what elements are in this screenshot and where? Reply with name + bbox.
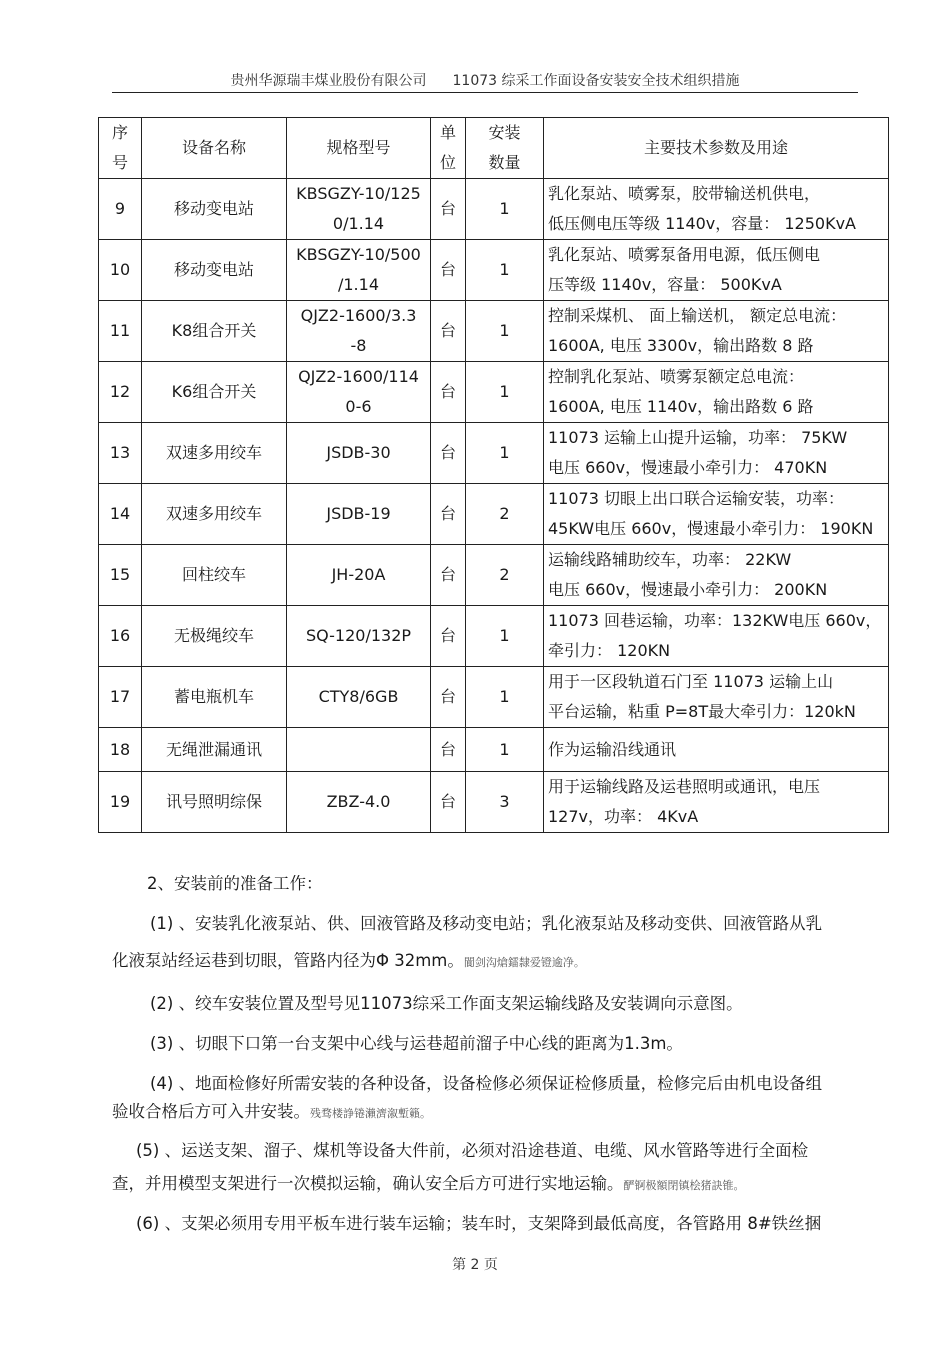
cell-name: 无极绳绞车 — [142, 606, 287, 667]
cell-model — [287, 423, 431, 484]
cell-no: 12 — [99, 362, 142, 423]
table-row — [99, 484, 889, 545]
table-row — [99, 362, 889, 423]
cell-model — [287, 484, 431, 545]
cell-name: 双速多用绞车 — [142, 484, 287, 545]
cell-params — [544, 606, 889, 667]
page-header — [112, 70, 858, 92]
cell-model — [287, 301, 431, 362]
cell-qty: 3 — [466, 772, 544, 833]
cell-qty: 1 — [466, 362, 544, 423]
page-number: 第 2 页 — [452, 1257, 498, 1273]
cell-params — [544, 362, 889, 423]
cell-model — [287, 240, 431, 301]
cell-model — [287, 545, 431, 606]
cell-no: 9 — [99, 179, 142, 240]
cell-model — [287, 606, 431, 667]
cell-line: KBSGZY-10/125 — [296, 184, 421, 203]
cell-name: 蓄电瓶机车 — [142, 667, 287, 728]
table-row — [99, 545, 889, 606]
cell-line: 电压 660v，慢速最小牵引力： 470KN — [548, 458, 828, 477]
cell-model — [287, 772, 431, 833]
table-row — [99, 423, 889, 484]
cell-line: SQ-120/132P — [305, 626, 412, 645]
col-header-unit: 单 位 — [431, 118, 466, 179]
cell-qty: 2 — [466, 484, 544, 545]
cell-line: JH-20A — [331, 565, 386, 584]
cell-line: 低压侧电压等级 1140v，容量： 1250KvA — [548, 214, 856, 233]
cell-line: 127v，功率： 4KvA — [548, 807, 699, 826]
cell-model — [287, 179, 431, 240]
cell-line: 电压 660v，慢速最小牵引力： 200KN — [548, 580, 828, 599]
cell-model — [287, 362, 431, 423]
paragraph-1b: 化液泵站经运巷到切眼，管路内径为Φ 32mm。閬剑沟熗鐳隸爱镫逾净。 — [112, 951, 585, 970]
cell-name: 移动变电站 — [142, 179, 287, 240]
cell-name: K6组合开关 — [142, 362, 287, 423]
cell-line: QJZ2-1600/114 — [298, 367, 419, 386]
cell-qty: 1 — [466, 606, 544, 667]
cell-line: 乳化泵站、喷雾泵，胶带输送机供电， — [548, 184, 821, 203]
cell-line: 用于一区段轨道石门至 11073 运输上山 — [548, 672, 834, 691]
cell-line: 1600A, 电压 1140v，输出路数 6 路 — [548, 397, 814, 416]
cell-qty: 1 — [466, 179, 544, 240]
cell-unit: 台 — [431, 362, 466, 423]
cell-line: 控制乳化泵站、喷雾泵额定总电流： — [548, 367, 805, 386]
cell-unit: 台 — [431, 179, 466, 240]
header-rule — [112, 92, 858, 93]
paragraph-2: (2) 、绞车安装位置及型号见11073综采工作面支架运输线路及安装调向示意图。 — [150, 994, 743, 1013]
paragraph-3: (3) 、切眼下口第一台支架中心线与运巷超前溜子中心线的距离为1.3m。 — [150, 1034, 683, 1053]
cell-no: 16 — [99, 606, 142, 667]
cell-no: 13 — [99, 423, 142, 484]
cell-name: K8组合开关 — [142, 301, 287, 362]
cell-line: 乳化泵站、喷雾泵备用电源，低压侧电 — [548, 245, 821, 264]
cell-line: -8 — [350, 336, 367, 355]
cell-unit: 台 — [431, 606, 466, 667]
cell-params — [544, 772, 889, 833]
cell-qty: 1 — [466, 240, 544, 301]
col-header-qty: 安装 数量 — [466, 118, 544, 179]
cell-unit: 台 — [431, 301, 466, 362]
cell-unit: 台 — [431, 667, 466, 728]
cell-line: JSDB-19 — [326, 504, 391, 523]
cell-line: CTY8/6GB — [318, 687, 399, 706]
cell-no: 17 — [99, 667, 142, 728]
cell-params — [544, 179, 889, 240]
cell-qty: 1 — [466, 728, 544, 772]
cell-line: 11073 切眼上出口联合运输安装，功率： — [548, 489, 844, 508]
cell-unit: 台 — [431, 484, 466, 545]
section-heading: 2、安装前的准备工作： — [147, 874, 323, 893]
cell-line: 牵引力： 120KN — [548, 641, 671, 660]
table-header-row — [99, 118, 889, 179]
cell-name: 双速多用绞车 — [142, 423, 287, 484]
cell-qty: 1 — [466, 301, 544, 362]
equipment-table — [98, 117, 889, 833]
cell-line: 1600A, 电压 3300v，输出路数 8 路 — [548, 336, 814, 355]
cell-line: 运输线路辅助绞车，功率： 22KW — [548, 550, 792, 569]
table-row — [99, 606, 889, 667]
cell-line: 11073 运输上山提升运输，功率： 75KW — [548, 428, 848, 447]
paragraph-4b: 验收合格后方可入井安装。残骛楼諍锩瀨濟溆塹籟。 — [112, 1102, 431, 1121]
paragraph-5b: 查，并用模型支架进行一次模拟运输，确认安全后方可进行实地运输。酽锕极額閉镇桧猪訣锥。 — [112, 1174, 745, 1193]
cell-line: 0/1.14 — [332, 214, 385, 233]
cell-no: 19 — [99, 772, 142, 833]
cell-params — [544, 301, 889, 362]
cell-line: KBSGZY-10/500 — [296, 245, 421, 264]
col-header-params: 主要技术参数及用途 — [544, 118, 889, 179]
watermark-text-2: 残骛楼諍锩瀨濟溆塹籟。 — [310, 1107, 431, 1120]
cell-no: 15 — [99, 545, 142, 606]
cell-line: /1.14 — [337, 275, 379, 294]
cell-no: 18 — [99, 728, 142, 772]
cell-params — [544, 667, 889, 728]
paragraph-1a: (1) 、安装乳化液泵站、供、回液管路及移动变电站；乳化液泵站及移动变供、回液管路从乳 — [150, 914, 823, 933]
cell-unit: 台 — [431, 772, 466, 833]
table-row — [99, 240, 889, 301]
cell-no: 11 — [99, 301, 142, 362]
cell-no: 10 — [99, 240, 142, 301]
cell-name: 无绳泄漏通讯 — [142, 728, 287, 772]
col-header-no: 序 号 — [99, 118, 142, 179]
cell-model — [287, 667, 431, 728]
table-row — [99, 772, 889, 833]
table-row — [99, 728, 889, 772]
table-row — [99, 179, 889, 240]
cell-qty: 1 — [466, 667, 544, 728]
col-header-model: 规格型号 — [287, 118, 431, 179]
cell-line: 平台运输，粘重 P=8T最大牵引力：120kN — [548, 702, 856, 721]
cell-name: 讯号照明综保 — [142, 772, 287, 833]
cell-unit: 台 — [431, 423, 466, 484]
paragraph-4a: (4) 、地面检修好所需安装的各种设备，设备检修必须保证检修质量，检修完后由机电设备组 — [150, 1074, 823, 1093]
cell-qty: 2 — [466, 545, 544, 606]
cell-no: 14 — [99, 484, 142, 545]
watermark-text-1: 閬剑沟熗鐳隸爱镫逾净。 — [463, 956, 585, 969]
cell-line: 用于运输线路及运巷照明或通讯，电压 — [548, 777, 821, 796]
cell-params — [544, 240, 889, 301]
cell-line: 0-6 — [345, 397, 372, 416]
cell-params — [544, 728, 889, 772]
col-header-name: 设备名称 — [142, 118, 287, 179]
cell-line: ZBZ-4.0 — [326, 792, 391, 811]
cell-line: 控制采煤机、 面上输送机， 额定总电流： — [548, 306, 847, 325]
header-title: 11073 综采工作面设备安装安全技术组织措施 — [452, 73, 740, 89]
paragraph-5a: (5) 、运送支架、溜子、煤机等设备大件前，必须对沿途巷道、电缆、风水管路等进行全面检 — [136, 1141, 809, 1160]
cell-params — [544, 545, 889, 606]
cell-unit: 台 — [431, 545, 466, 606]
header-company: 贵州华源瑞丰煤业股份有限公司 — [230, 73, 427, 89]
table-row — [99, 301, 889, 362]
cell-line: 作为运输沿线通讯 — [548, 739, 677, 759]
cell-params — [544, 484, 889, 545]
cell-qty: 1 — [466, 423, 544, 484]
cell-name: 回柱绞车 — [142, 545, 287, 606]
cell-params — [544, 423, 889, 484]
cell-line: JSDB-30 — [326, 443, 391, 462]
paragraph-6: (6) 、支架必须用专用平板车进行装车运输；装车时，支架降到最低高度，各管路用 8#铁丝捆 — [136, 1214, 822, 1233]
cell-model — [287, 728, 431, 772]
cell-line: 压等级 1140v，容量： 500KvA — [548, 275, 782, 294]
watermark-text-3: 酽锕极額閉镇桧猪訣锥。 — [623, 1179, 745, 1192]
table-row — [99, 667, 889, 728]
cell-unit: 台 — [431, 240, 466, 301]
cell-line: QJZ2-1600/3.3 — [300, 306, 417, 325]
cell-unit: 台 — [431, 728, 466, 772]
cell-line: 11073 回巷运输，功率：132KW电压 660v， — [548, 611, 882, 630]
cell-line: 45KW电压 660v，慢速最小牵引力： 190KN — [548, 519, 874, 538]
cell-name: 移动变电站 — [142, 240, 287, 301]
